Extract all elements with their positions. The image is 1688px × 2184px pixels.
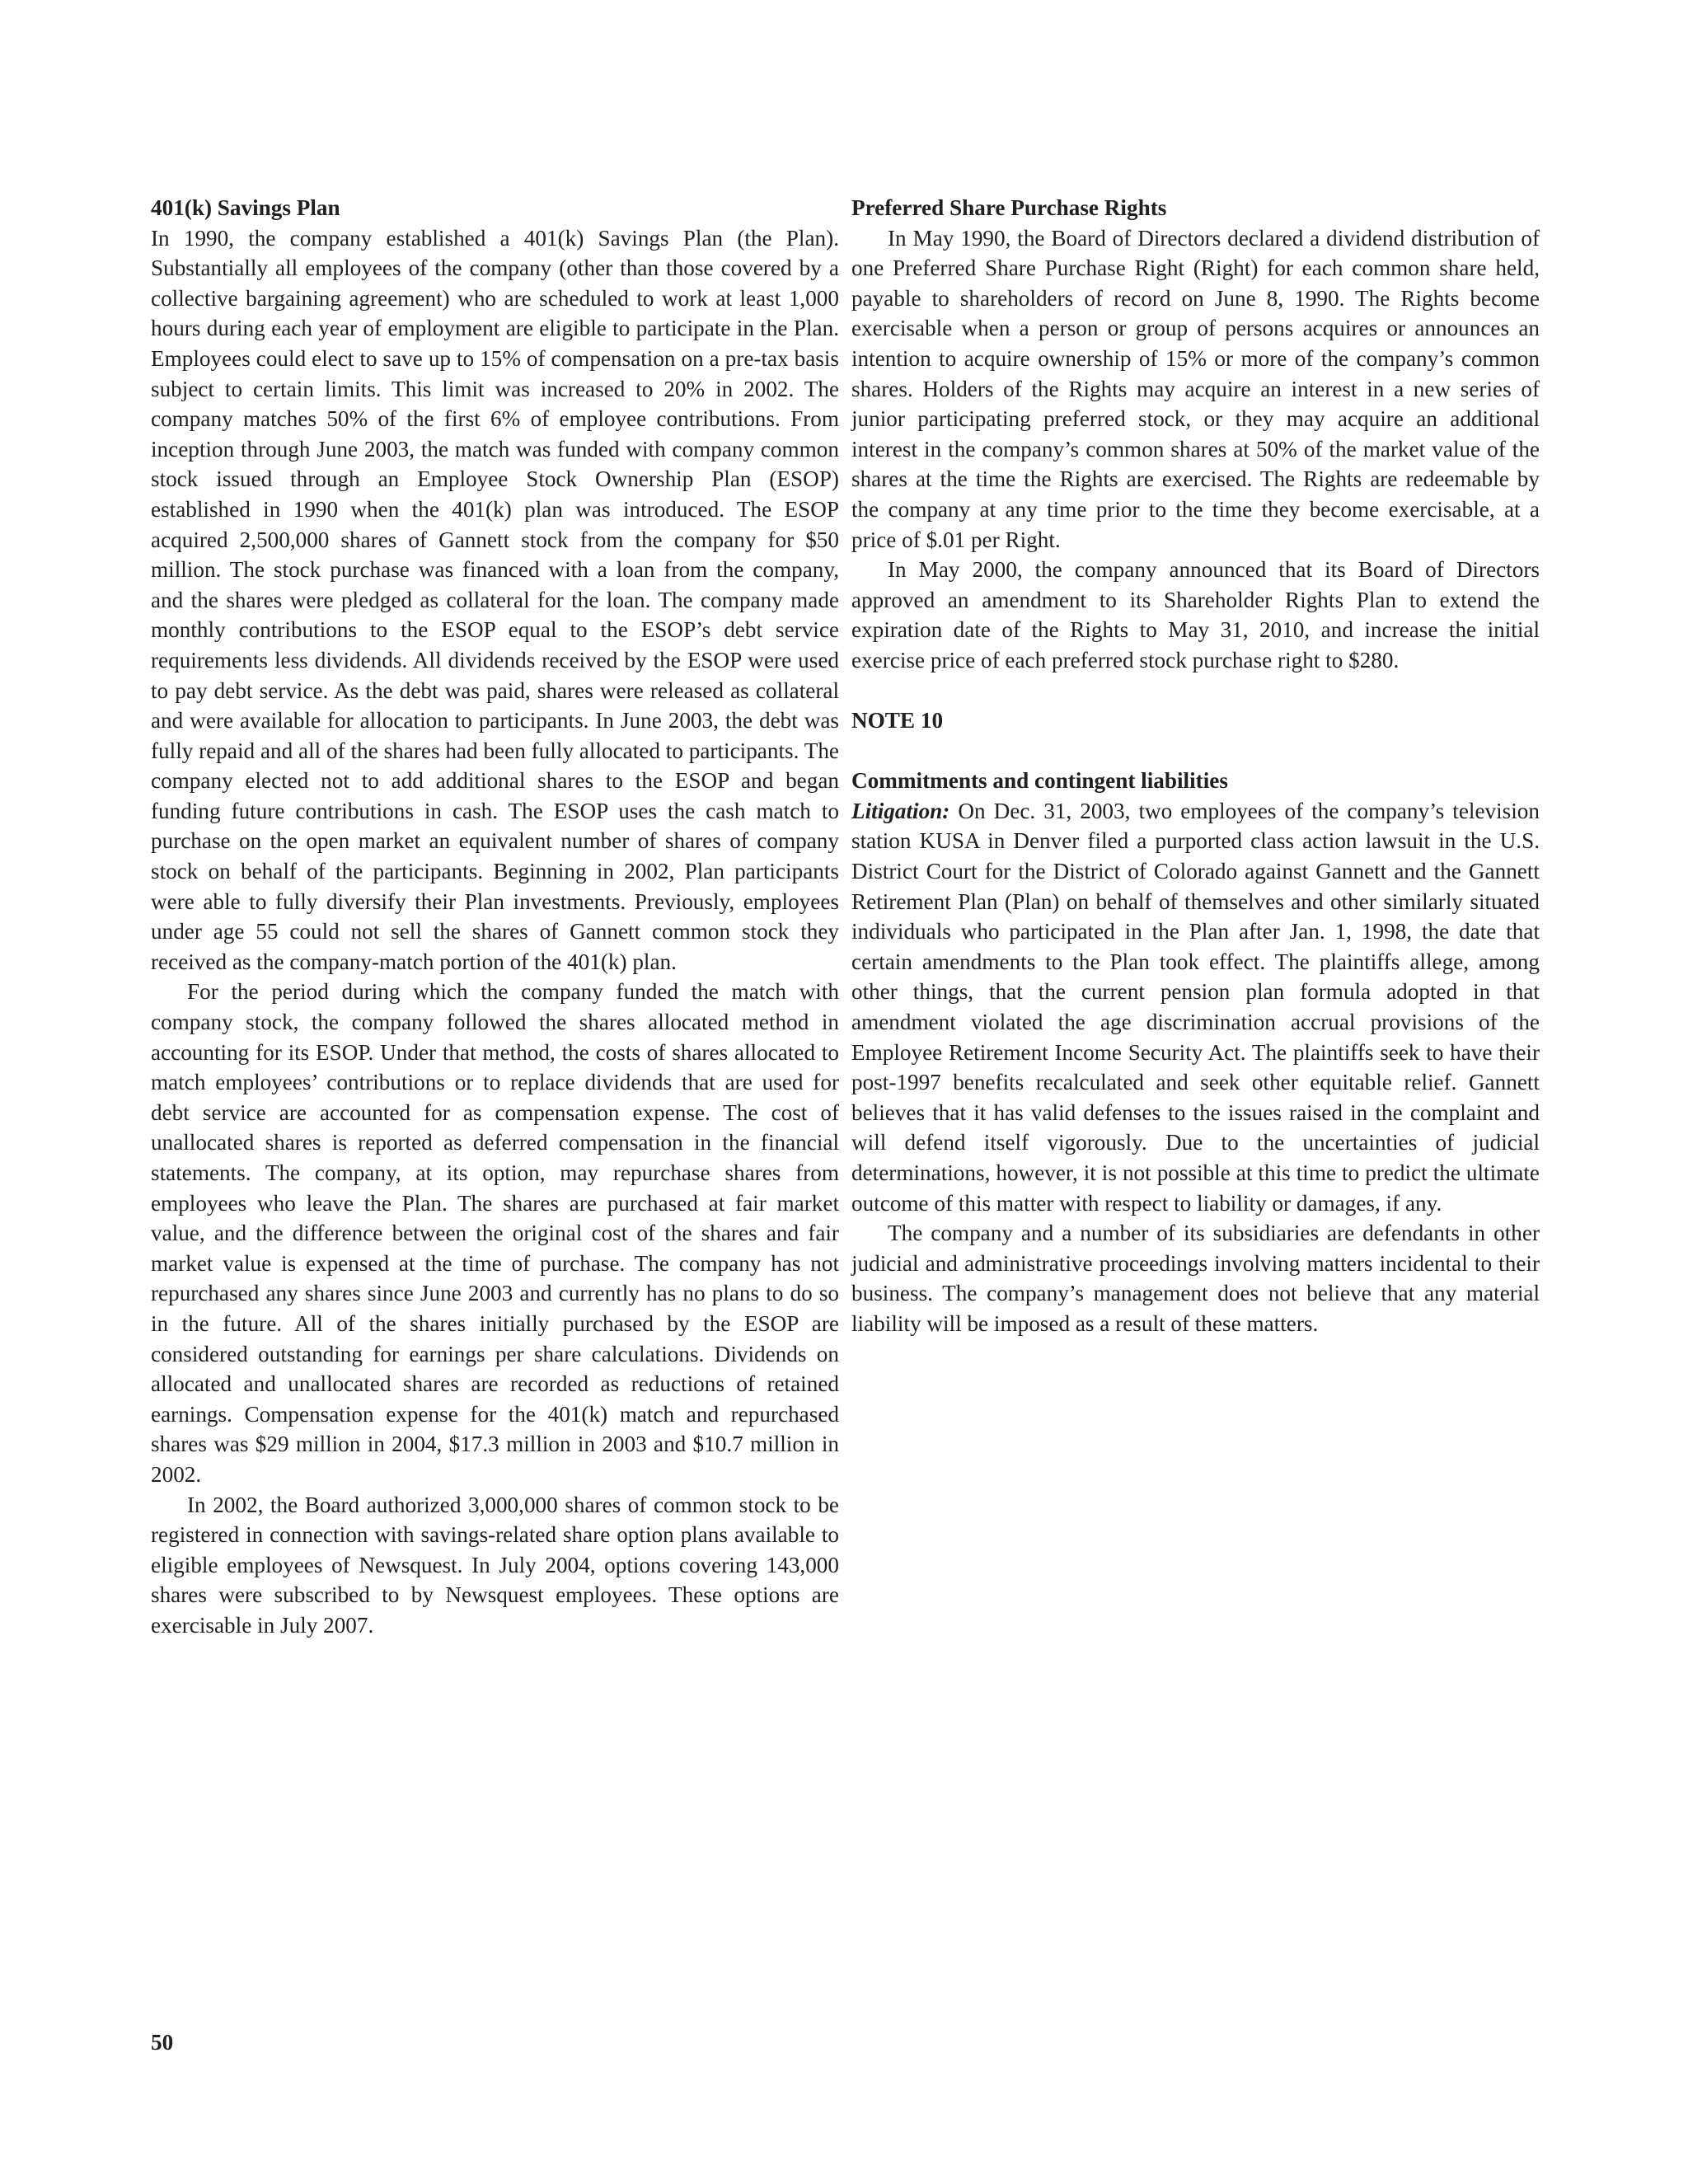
paragraph-rights-amendment: In May 2000, the company announced that its Board of Directors approved an amendment to its Shareholder Rights Plan to extend the expiration date of the Rights to May 31, 2010, and increase the initial exercise price of each preferred stock purchase right to $280. — [851, 557, 1540, 673]
paragraph-401k-plan-overview: In 1990, the company established a 401(k) Savings Plan (the Plan). Substantially all employees of the company (other than those covered by a collective bargaining agreement) who are scheduled to work at least 1,000 hours during each year of employment are eligible to participate in the Plan. Employees could elect to save up to 15% of compensation on a pre-tax basis subject to certain limits. This limit was increased to 20% in 2002. The company matches 50% of the first 6% of employee contributions. From inception through June 2003, the match was funded with company common stock issued through an Employee Stock Ownership Plan (ESOP) established in 1990 when the 401(k) plan was introduced. The ESOP acquired 2,500,000 shares of Gannett stock from the company for $50 million. The stock purchase was financed with a loan from the company, and the shares were pledged as collateral for the loan. The company made monthly contributions to the ESOP equal to the ESOP’s debt service requirements less dividends. All dividends received by the ESOP were used to pay debt service. As the debt was paid, shares were released as collateral and were available for allocation to participants. In June 2003, the debt was fully repaid and all of the shares had been fully allocated to participants. The company elected not to add additional shares to the ESOP and began funding future contributions in cash. The ESOP uses the cash match to purchase on the open market an equivalent number of shares of company stock on behalf of the participants. Beginning in 2002, Plan participants were able to fully diversify their Plan investments. Previously, employees under age 55 could not sell the shares of Gannett common stock they received as the company-match portion of the 401(k) plan. — [151, 225, 839, 974]
page-number: 50 — [151, 2030, 174, 2055]
section-heading-preferred-share-purchase-rights: Preferred Share Purchase Rights — [851, 195, 1167, 220]
right-column — [851, 193, 1540, 1339]
note-10-heading: NOTE 10 — [851, 708, 944, 733]
left-column — [151, 193, 839, 1641]
section-heading-commitments: Commitments and contingent liabilities — [851, 768, 1228, 794]
paragraph-newsquest-options: In 2002, the Board authorized 3,000,000 shares of common stock to be registered in connection with savings-related share option plans available to eligible employees of Newsquest. In July 2004, options covering 143,000 shares were subscribed to by Newsquest employees. These options are exercisable in July 2007. — [151, 1492, 839, 1638]
spacer — [851, 736, 1540, 766]
litigation-text: On Dec. 31, 2003, two employees of the company’s television station KUSA in Denver filed a purported class action lawsuit in the U.S. District Court for the District of Colorado against Gannett and the Gannett Retirement Plan (Plan) on behalf of themselves and other similarly situated individuals who participated in the Plan after Jan. 1, 1998, the date that certain amendments to the Plan took effect. The plaintiffs allege, among other things, that the current pension plan formula adopted in that amendment violated the age discrimination accrual provisions of the Employee Retirement Income Security Act. The plaintiffs seek to have their post-1997 benefits recalculated and seek other equitable relief. Gannett believes that it has valid defenses to the issues raised in the complaint and will defend itself vigorously. Due to the uncertainties of judicial determinations, however, it is not possible at this time to predict the ultimate outcome of this matter with respect to liability or damages, if any. — [851, 798, 1540, 1216]
paragraph-rights-declaration: In May 1990, the Board of Directors declared a dividend distribution of one Preferred Share Purchase Right (Right) for each common share held, payable to shareholders of record on June 8, 1990. The Rights become exercisable when a person or group of persons acquires or announces an intention to acquire ownership of 15% or more of the company’s common shares. Holders of the Rights may acquire an interest in a new series of junior participating preferred stock, or they may acquire an additional interest in the company’s common shares at 50% of the market value of the shares at the time the Rights are exercised. The Rights are redeemable by the company at any time prior to the time they become exercisable, at a price of $.01 per Right. — [851, 225, 1540, 552]
paragraph-esop-accounting: For the period during which the company funded the match with company stock, the company followed the shares allocated method in accounting for its ESOP. Under that method, the costs of shares allocated to match employees’ contributions or to replace dividends that are used for debt service are accounted for as compensation expense. The cost of unallocated shares is reported as deferred compensation in the financial statements. The company, at its option, may repurchase shares from employees who leave the Plan. The shares are purchased at fair market value, and the difference between the original cost of the shares and fair market value is expensed at the time of purchase. The company has not repurchased any shares since June 2003 and currently has no plans to do so in the future. All of the shares initially purchased by the ESOP are considered outstanding for earnings per share calculations. Dividends on allocated and unallocated shares are recorded as reductions of retained earnings. Compensation expense for the 401(k) match and repurchased shares was $29 million in 2004, $17.3 million in 2003 and $10.7 million in 2002. — [151, 979, 839, 1487]
litigation-label: Litigation: — [851, 798, 950, 823]
spacer — [851, 676, 1540, 706]
paragraph-litigation-kusa — [851, 796, 1540, 1218]
section-heading-401k-savings-plan: 401(k) Savings Plan — [151, 195, 340, 220]
paragraph-other-proceedings: The company and a number of its subsidiaries are defendants in other judicial and administrative proceedings involving matters incidental to their business. The company’s management does not believe that any material liability will be imposed as a result of these matters. — [851, 1221, 1540, 1336]
